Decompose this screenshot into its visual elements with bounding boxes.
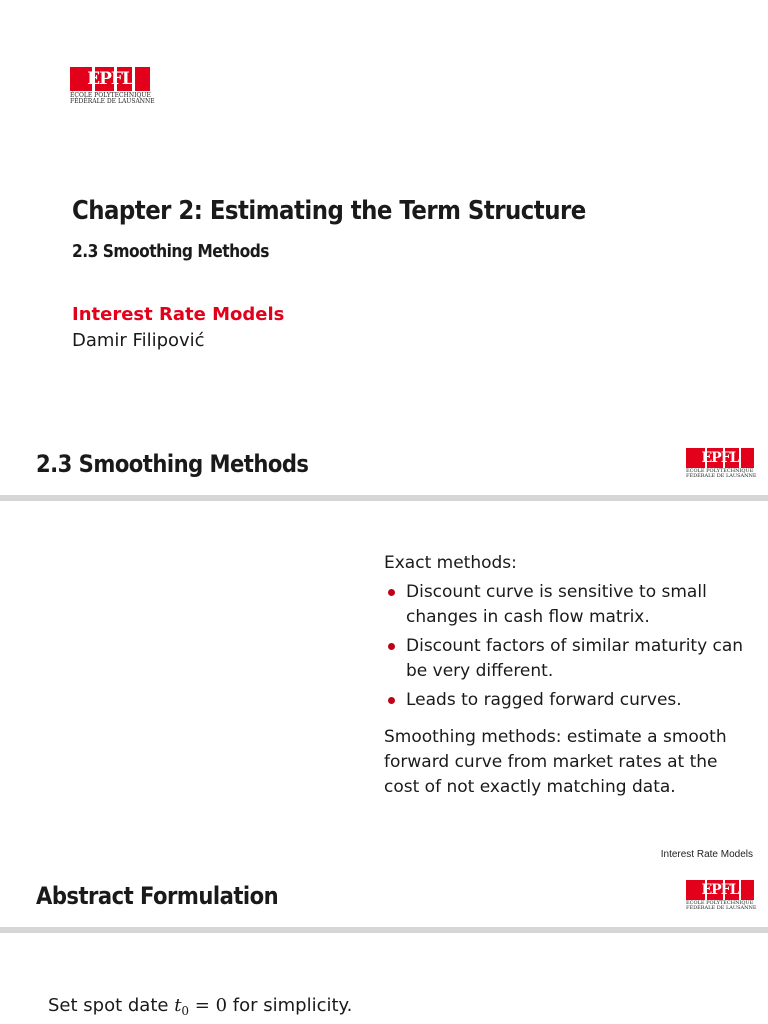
slide-divider (0, 927, 768, 933)
bullet-list (384, 580, 744, 713)
epfl-wordmark: EPFL (701, 450, 739, 466)
bullet-dot-icon (388, 697, 395, 704)
epfl-logo (70, 67, 155, 106)
epfl-wordmark: EPFL (701, 882, 739, 898)
epfl-school-name: ÉCOLE POLYTECHNIQUE FÉDÉRALE DE LAUSANNE (70, 92, 155, 106)
bullet-dot-icon (388, 643, 395, 650)
epfl-school-name: ÉCOLE POLYTECHNIQUE FÉDÉRALE DE LAUSANNE (686, 468, 757, 480)
epfl-logo-mark (686, 880, 754, 900)
epfl-logo-mark (686, 448, 754, 468)
slide-title-abstract: Abstract Formulation (36, 882, 279, 910)
smoothing-methods-text: Smoothing methods: estimate a smooth forward curve from market rates at the cost of not exactly matching data. (384, 727, 727, 797)
author-name: Damir Filipović (72, 330, 205, 351)
chapter-title: Chapter 2: Estimating the Term Structure (72, 196, 586, 226)
slide-content (384, 551, 744, 800)
spot-date-text: Set spot date $t_0 = 0$ for simplicity. (48, 995, 353, 1018)
slide-footer: Interest Rate Models (660, 849, 753, 860)
slide-title-smoothing: 2.3 Smoothing Methods (36, 450, 309, 478)
bullet-dot-icon (388, 589, 395, 596)
list-item: Leads to ragged forward curves. (384, 688, 744, 713)
slide-divider (0, 495, 768, 501)
list-item: Discount curve is sensitive to small changes in cash flow matrix. (384, 580, 744, 630)
epfl-logo (686, 448, 757, 480)
epfl-school-name: ÉCOLE POLYTECHNIQUE FÉDÉRALE DE LAUSANNE (686, 900, 757, 912)
epfl-logo-mark (70, 67, 150, 91)
epfl-logo (686, 880, 757, 912)
exact-methods-heading: Exact methods: (384, 553, 517, 573)
section-subtitle: 2.3 Smoothing Methods (72, 241, 270, 262)
list-item: Discount factors of similar maturity can be very different. (384, 634, 744, 684)
epfl-wordmark: EPFL (87, 69, 133, 89)
course-name: Interest Rate Models (72, 304, 285, 325)
